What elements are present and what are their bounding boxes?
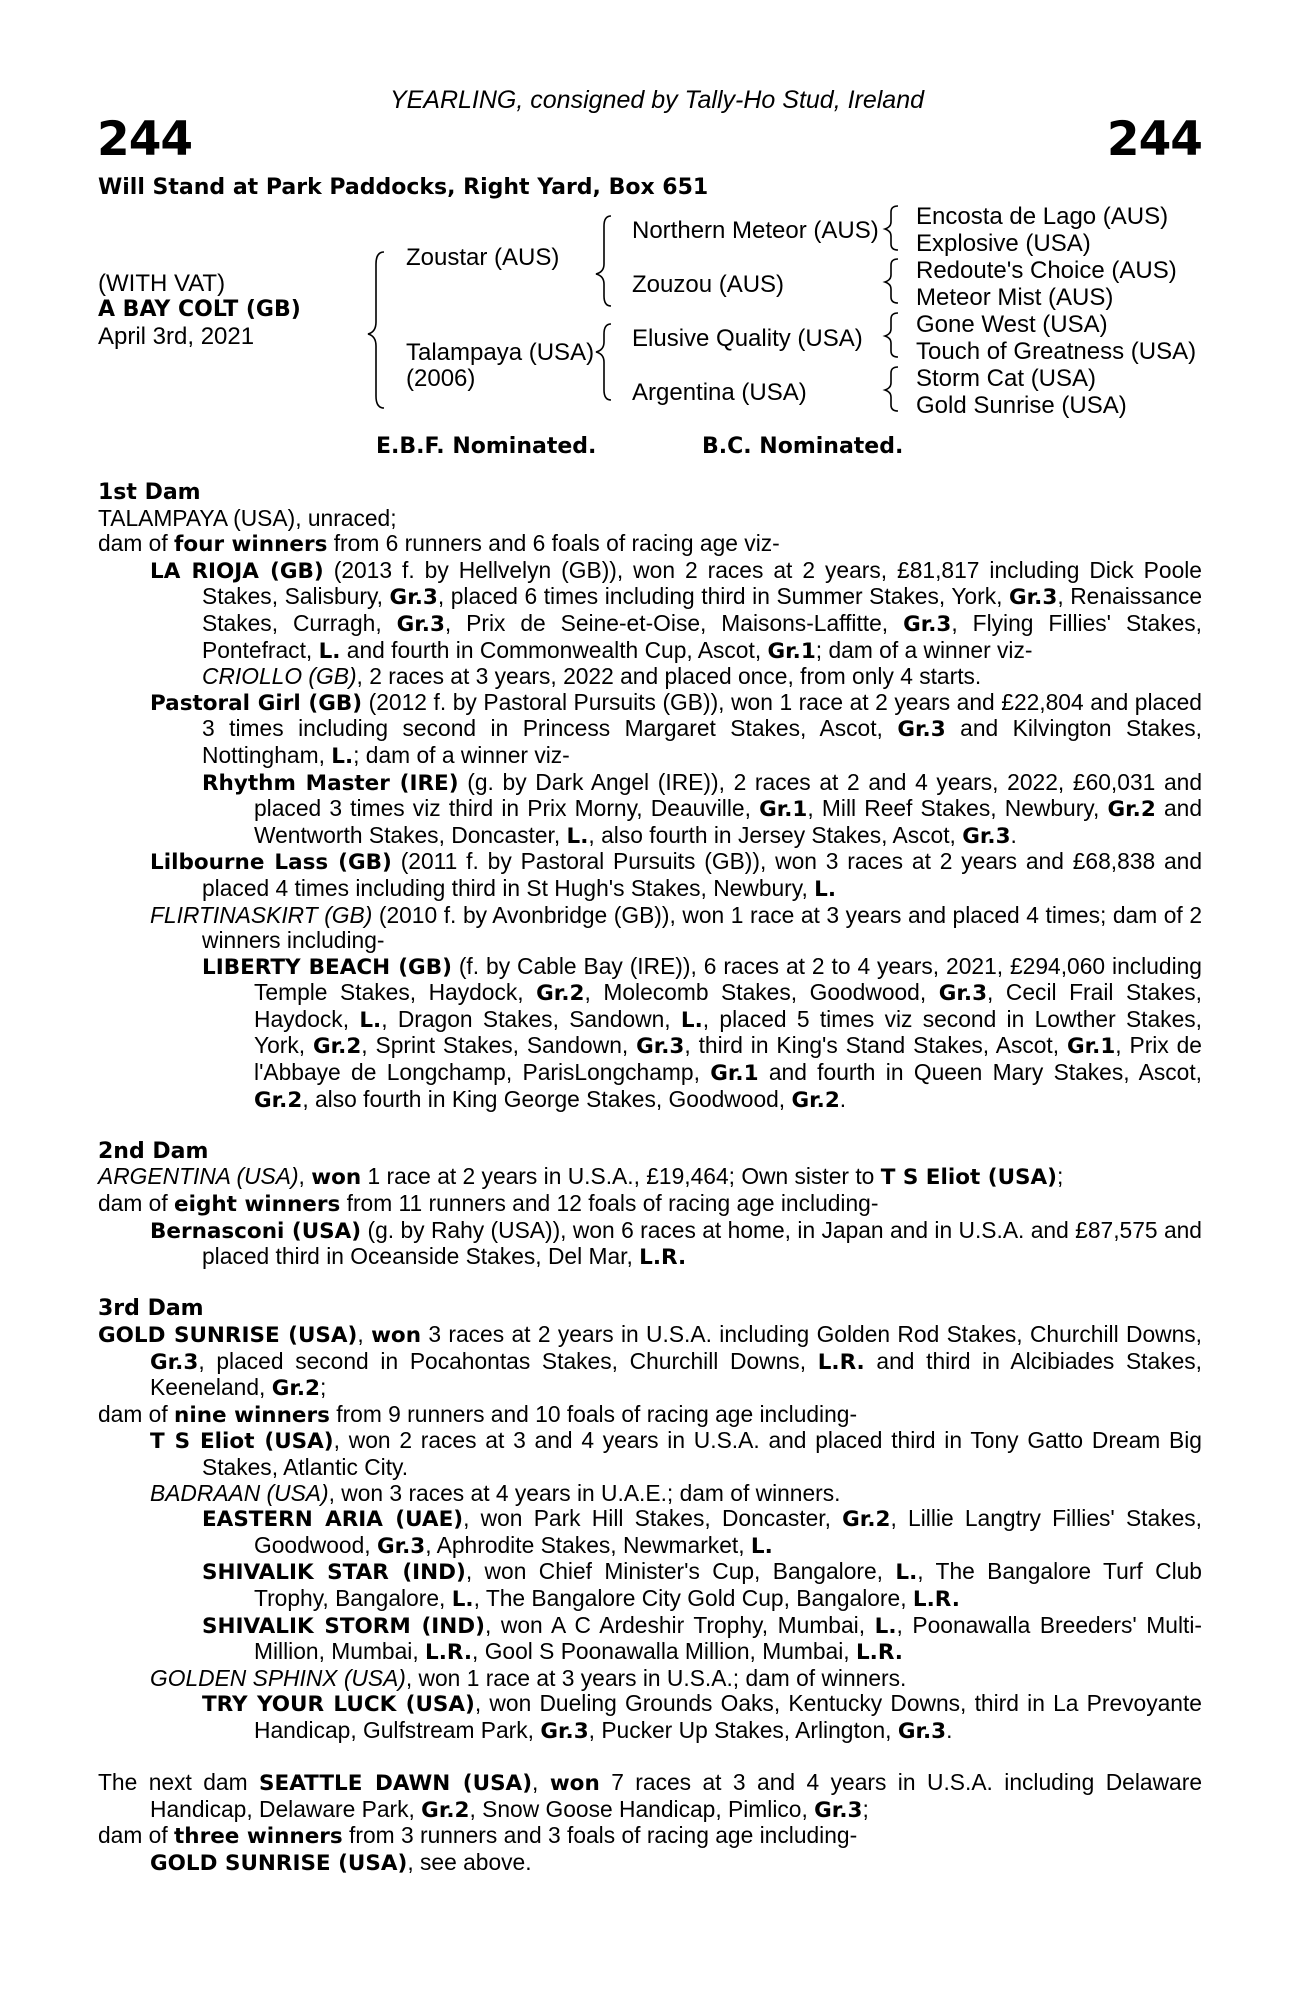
horse-name: TRY YOUR LUCK (USA) [202,1692,475,1718]
ebf-nomination: E.B.F. Nominated. [376,434,597,459]
pedigree-sire-dam: Zouzou (AUS) [632,271,785,298]
pedigree-dds: Storm Cat (USA) [916,365,1097,392]
horse-name: Bernasconi (USA) [150,1218,362,1244]
pedigree-sire: Zoustar (AUS) [406,244,560,271]
pedigree-sire-sire: Northern Meteor (AUS) [632,217,879,244]
second-dam-produce-summary: dam of eight winners from 11 runners and 12 foals of racing age including- [98,1190,879,1218]
lot-number-left: 244 [97,112,193,167]
pedigree-dsd: Touch of Greatness (USA) [916,338,1197,365]
lot-number-right: 244 [1106,112,1202,167]
horse-name: SHIVALIK STORM (IND) [202,1613,485,1639]
horse-name: A BAY COLT (GB) [98,297,301,322]
produce-sub-entry: Rhythm Master (IRE) (g. by Dark Angel (IRE)), 2 races at 2 and 4 years, 2022, £60,031 and placed 3 times viz third in Prix Morny, Deauville, Gr.1, Mill Reef Stakes, Newbury, Gr.2 and Wentworth Stakes, Doncaster, L., also fourth in Jersey Stakes, Ascot, Gr.3. [202,768,1203,849]
produce-entry: Lilbourne Lass (GB) (2011 f. by Pastoral Pursuits (GB)), won 3 races at 2 years and £68,838 and placed 4 times including third in St Hugh's Stakes, Newbury, L. [150,848,1203,902]
produce-entry: GOLD SUNRISE (USA), see above. [150,1848,532,1876]
bc-nomination: B.C. Nominated. [702,434,904,459]
horse-name: Lilbourne Lass (GB) [150,850,392,876]
horse-name: GOLD SUNRISE (USA) [150,1850,408,1876]
horse-name: SHIVALIK STAR (IND) [202,1560,466,1586]
first-dam-produce-summary: dam of four winners from 6 runners and 6 foals of racing age viz- [98,530,780,558]
pedigree-sds: Redoute's Choice (AUS) [916,257,1177,284]
horse-name: LIBERTY BEACH (GB) [202,954,452,980]
pedigree-dam-sire: Elusive Quality (USA) [632,325,863,352]
produce-entry: Bernasconi (USA) (g. by Rahy (USA)), won 6 races at home, in Japan and in U.S.A. and £87,575 and placed third in Oceanside Stakes, Del Mar, L.R. [150,1216,1202,1271]
first-dam-intro: TALAMPAYA (USA), unraced; [98,504,397,531]
pedigree-sss: Encosta de Lago (AUS) [916,203,1169,230]
horse-name: Rhythm Master (IRE) [202,770,459,796]
horse-name: LA RIOJA (GB) [150,558,324,584]
consignment-line: YEARLING, consigned by Tally-Ho Stud, Ireland [389,86,925,114]
produce-entry: T S Eliot (USA), won 2 races at 3 and 4 years in U.S.A. and placed third in Tony Gatto Dream Big Stakes, Atlantic City. [150,1427,1202,1480]
next-dam-produce-summary: dam of three winners from 3 runners and 3 foals of racing age including- [98,1822,858,1850]
third-dam-produce-summary: dam of nine winners from 9 runners and 10 foals of racing age including- [98,1400,858,1428]
next-dam-intro: The next dam SEATTLE DAWN (USA), won 7 races at 3 and 4 years in U.S.A. including Delaware Handicap, Delaware Park, Gr.2, Snow Goose Handicap, Pimlico, Gr.3; [98,1769,1203,1823]
pedigree-dam-year: (2006) [406,365,476,392]
horse-name: GOLDEN SPHINX (USA) [150,1664,406,1691]
produce-record [98,480,1202,1876]
third-dam-intro: GOLD SUNRISE (USA), won 3 races at 2 years in U.S.A. including Golden Rod Stakes, Churchill Downs, Gr.3, placed second in Pocahontas Stakes, Churchill Downs, L.R. and third in Alcibiades Stakes, Keeneland, Gr.2; [98,1321,1203,1402]
horse-name: T S Eliot (USA) [150,1429,334,1455]
pedigree-dam-dam: Argentina (USA) [632,379,807,406]
pedigree-dss: Gone West (USA) [916,311,1108,338]
pedigree-dam: Talampaya (USA) [406,339,595,366]
produce-entry: LA RIOJA (GB) (2013 f. by Hellvelyn (GB)), won 2 races at 2 years, £81,817 including Dick Poole Stakes, Salisbury, Gr.3, placed 6 times including third in Summer Stakes, York, Gr.3, Renaissance Stakes, Curragh, Gr.3, Prix de Seine-et-Oise, Maisons-Laffitte, Gr.3, Flying Fillies' Stakes, Pontefract, L. and fourth in Commonwealth Cup, Ascot, Gr.1; dam of a winner viz- [150,556,1202,664]
third-dam-heading: 3rd Dam [98,1296,204,1322]
produce-entry: BADRAAN (USA), won 3 races at 4 years in U.A.E.; dam of winners. [150,1479,841,1506]
pedigree-ssd: Explosive (USA) [916,230,1091,257]
stand-location: Will Stand at Park Paddocks, Right Yard, Box 651 [98,175,709,200]
produce-sub-entry: SHIVALIK STORM (IND), won A C Ardeshir Trophy, Mumbai, L., Poonawalla Breeders' Multi-Million, Mumbai, L.R., Gool S Poonawalla Million, Mumbai, L.R. [202,1611,1202,1666]
produce-sub-entry: CRIOLLO (GB), 2 races at 3 years, 2022 and placed once, from only 4 starts. [202,663,982,690]
second-dam-intro: ARGENTINA (USA), won 1 race at 2 years in U.S.A., £19,464; Own sister to T S Eliot (USA); [98,1163,1064,1191]
produce-sub-entry: TRY YOUR LUCK (USA), won Dueling Grounds Oaks, Kentucky Downs, third in La Prevoyante Handicap, Gulfstream Park, Gr.3, Pucker Up Stakes, Arlington, Gr.3. [202,1690,1202,1744]
produce-sub-entry: SHIVALIK STAR (IND), won Chief Minister's Cup, Bangalore, L., The Bangalore Turf Club Trophy, Bangalore, L., The Bangalore City Gold Cup, Bangalore, L.R. [202,1558,1202,1612]
first-dam-heading: 1st Dam [98,480,201,505]
pedigree-ddd: Gold Sunrise (USA) [916,392,1127,419]
horse-name: BADRAAN (USA) [150,1479,329,1506]
produce-sub-entry: EASTERN ARIA (UAE), won Park Hill Stakes, Doncaster, Gr.2, Lillie Langtry Fillies' Stakes, Goodwood, Gr.3, Aphrodite Stakes, Newmarket, L. [202,1505,1203,1559]
produce-entry: FLIRTINASKIRT (GB) (2010 f. by Avonbridge (GB)), won 1 race at 3 years and placed 4 times; dam of 2 winners including- [150,901,1202,954]
horse-name: Pastoral Girl (GB) [150,690,363,716]
horse-name: EASTERN ARIA (UAE) [202,1507,464,1533]
pedigree-sdd: Meteor Mist (AUS) [916,284,1114,311]
produce-sub-entry: LIBERTY BEACH (GB) (f. by Cable Bay (IRE)), 6 races at 2 to 4 years, 2021, £294,060 including Temple Stakes, Haydock, Gr.2, Molecomb Stakes, Goodwood, Gr.3, Cecil Frail Stakes, Haydock, L., Dragon Stakes, Sandown, L., placed 5 times viz second in Lowther Stakes, York, Gr.2, Sprint Stakes, Sandown, Gr.3, third in King's Stand Stakes, Ascot, Gr.1, Prix de l'Abbaye de Longchamp, ParisLongchamp, Gr.1 and fourth in Queen Mary Stakes, Ascot, Gr.2, also fourth in King George Stakes, Goodwood, Gr.2. [202,952,1203,1113]
horse-name: FLIRTINASKIRT (GB) [150,901,373,928]
produce-entry: Pastoral Girl (GB) (2012 f. by Pastoral Pursuits (GB)), won 1 race at 2 years and £22,804 and placed 3 times including second in Princess Margaret Stakes, Ascot, Gr.3 and Kilvington Stakes, Nottingham, L.; dam of a winner viz- [150,688,1202,769]
second-dam-heading: 2nd Dam [98,1138,209,1164]
foaling-date: April 3rd, 2021 [98,323,255,350]
vat-note: (WITH VAT) [98,270,226,297]
produce-entry: GOLDEN SPHINX (USA), won 1 race at 3 years in U.S.A.; dam of winners. [150,1664,907,1691]
